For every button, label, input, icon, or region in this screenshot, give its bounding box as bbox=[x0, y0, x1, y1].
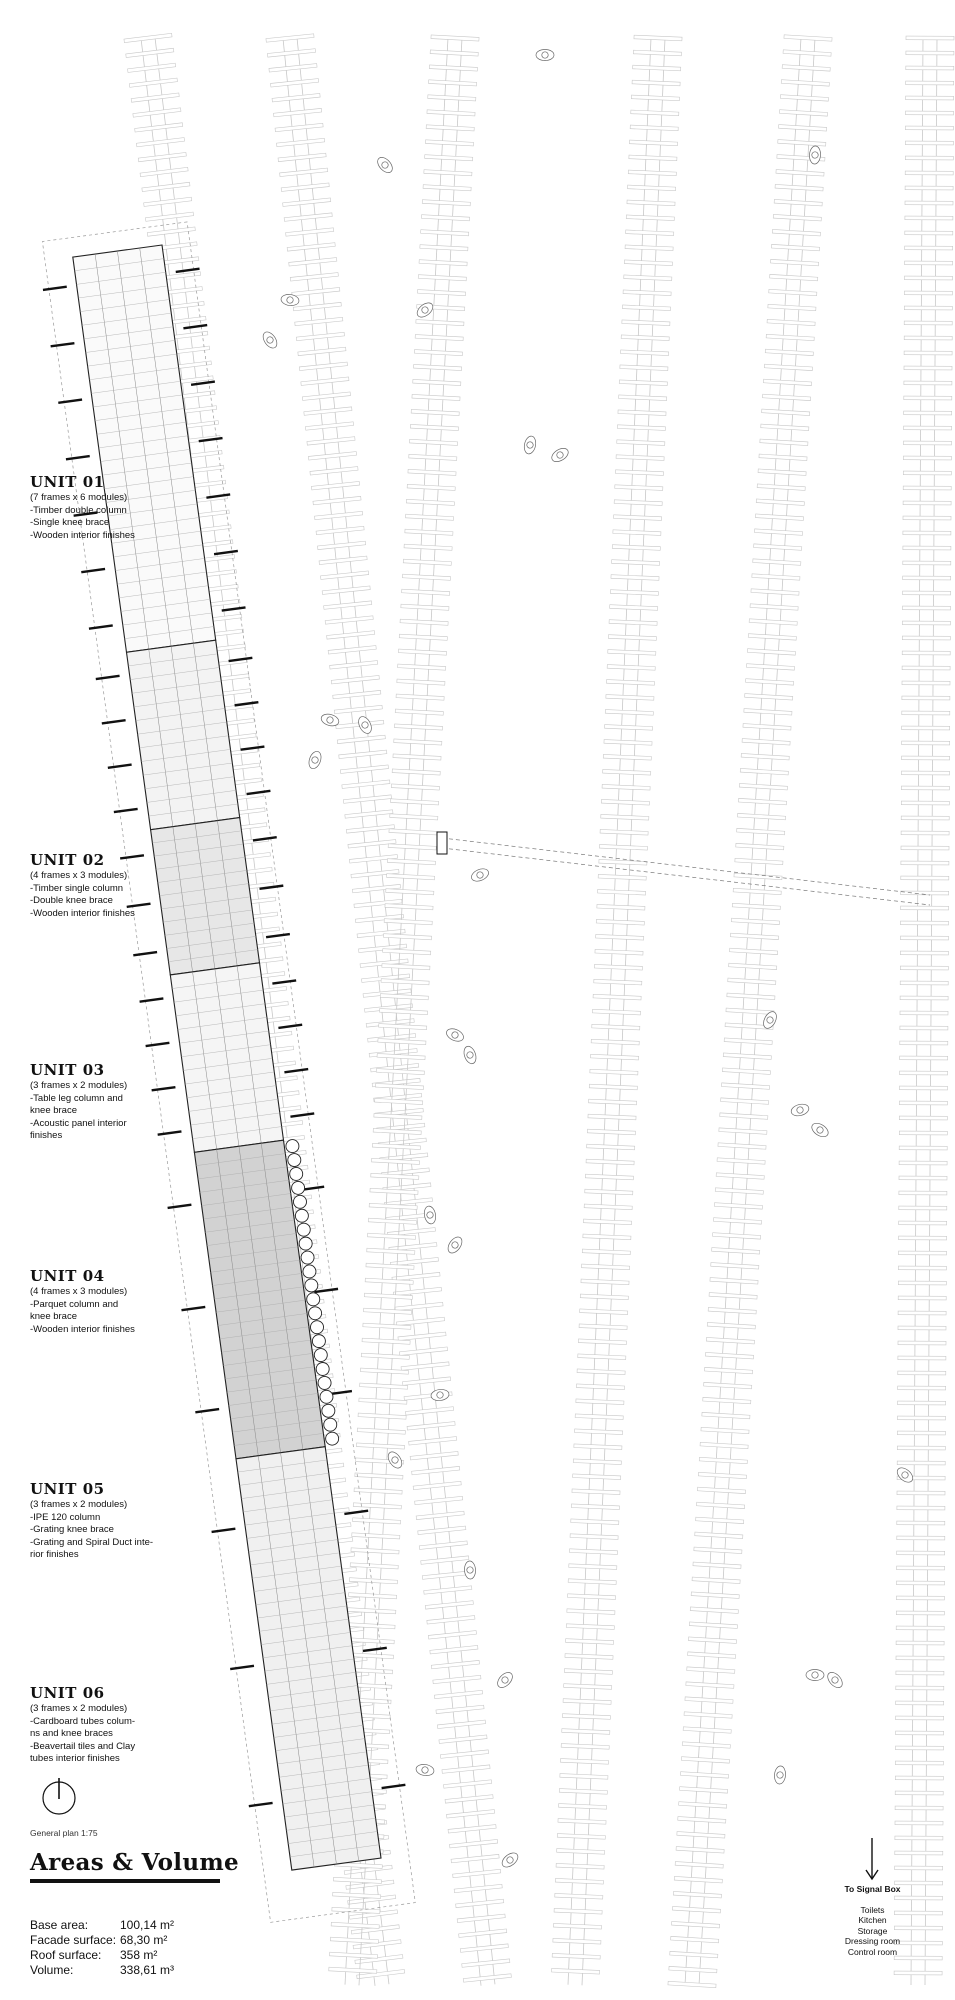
unit-line: (7 frames x 6 modules) bbox=[30, 492, 128, 503]
room-label: Storage bbox=[857, 1925, 888, 1936]
area-value: 68,30 m² bbox=[120, 1933, 168, 1947]
tube-column bbox=[307, 1293, 320, 1306]
tube-column bbox=[309, 1307, 322, 1320]
column-marker bbox=[168, 1205, 192, 1208]
unit-02-description bbox=[30, 852, 185, 920]
service-line bbox=[442, 838, 930, 895]
tube-column bbox=[316, 1362, 329, 1375]
area-value: 358 m² bbox=[120, 1948, 158, 1962]
column-marker bbox=[195, 1409, 219, 1412]
column-marker bbox=[363, 1648, 387, 1651]
title-underline bbox=[30, 1879, 220, 1883]
column-marker bbox=[102, 720, 126, 723]
tube-column bbox=[322, 1404, 335, 1417]
room-label: Kitchen bbox=[858, 1915, 887, 1925]
area-label: Base area: bbox=[30, 1918, 89, 1932]
plan-scale-label: General plan 1:75 bbox=[30, 1828, 98, 1838]
unit-line: -Double knee brace bbox=[30, 895, 113, 906]
area-label: Facade surface: bbox=[30, 1933, 117, 1947]
figure-icon bbox=[809, 1121, 830, 1140]
unit-line: -Wooden interior finishes bbox=[30, 907, 135, 919]
column-marker bbox=[249, 1803, 273, 1806]
area-row bbox=[30, 1918, 174, 1933]
figure-icon bbox=[523, 435, 538, 455]
tube-column bbox=[292, 1181, 305, 1194]
tube-column bbox=[311, 1321, 324, 1334]
unit-line: -Wooden interior finishes bbox=[30, 1323, 135, 1335]
figure-icon bbox=[809, 146, 821, 165]
column-marker bbox=[272, 980, 296, 983]
column-marker bbox=[235, 702, 259, 705]
figure-icon bbox=[423, 1205, 437, 1225]
column-marker bbox=[247, 791, 271, 794]
column-marker bbox=[133, 952, 157, 955]
column-marker bbox=[183, 325, 207, 328]
column-marker bbox=[58, 400, 82, 403]
unit-title: UNIT 05 bbox=[30, 1480, 105, 1498]
figure-icon bbox=[825, 1670, 845, 1691]
unit-title: UNIT 06 bbox=[30, 1684, 105, 1702]
unit-line: (3 frames x 2 modules) bbox=[30, 1703, 128, 1714]
unit-line: tubes interior finishes bbox=[30, 1753, 120, 1764]
railway-track-icon bbox=[552, 35, 683, 1985]
tube-column bbox=[320, 1390, 333, 1403]
column-marker bbox=[181, 1307, 205, 1310]
unit-line: -Cardboard tubes colum- bbox=[30, 1715, 136, 1727]
tube-column bbox=[290, 1167, 303, 1180]
figure-icon bbox=[260, 329, 279, 350]
signal-box-destination: To Signal Box bbox=[844, 1884, 901, 1894]
unit-line: (4 frames x 3 modules) bbox=[30, 1286, 128, 1297]
column-marker bbox=[241, 747, 265, 750]
down-arrow-icon bbox=[866, 1838, 878, 1879]
unit-title: UNIT 04 bbox=[30, 1267, 105, 1285]
tube-column bbox=[326, 1432, 339, 1445]
area-label: Volume: bbox=[30, 1963, 74, 1977]
tube-column bbox=[303, 1265, 316, 1278]
figure-icon bbox=[445, 1234, 464, 1255]
unit-03-description bbox=[30, 1062, 185, 1143]
room-label: Toilets bbox=[860, 1904, 885, 1915]
figure-icon bbox=[790, 1102, 810, 1117]
column-marker bbox=[314, 1289, 338, 1292]
figure-icon bbox=[536, 50, 554, 61]
figure-icon bbox=[415, 1763, 434, 1777]
unit-title: UNIT 01 bbox=[30, 473, 105, 491]
figure-icon bbox=[495, 1670, 515, 1691]
column-marker bbox=[81, 569, 105, 572]
unit-line: finishes bbox=[30, 1130, 63, 1141]
unit-line: (4 frames x 3 modules) bbox=[30, 870, 128, 881]
tube-column bbox=[301, 1251, 314, 1264]
tube-column bbox=[295, 1209, 308, 1222]
column-marker bbox=[253, 837, 277, 840]
column-marker bbox=[43, 287, 67, 290]
figure-icon bbox=[895, 1465, 916, 1485]
area-value: 100,14 m² bbox=[120, 1918, 175, 1932]
column-marker bbox=[66, 456, 90, 459]
tube-column bbox=[314, 1349, 327, 1362]
railway-track-icon bbox=[894, 36, 954, 1985]
column-marker bbox=[222, 607, 246, 610]
tube-column bbox=[318, 1376, 331, 1389]
column-marker bbox=[108, 765, 132, 768]
column-marker bbox=[229, 658, 253, 661]
railway-track-icon bbox=[668, 35, 832, 1988]
column-marker bbox=[140, 998, 164, 1001]
tube-column bbox=[288, 1154, 301, 1167]
unit-line: -Timber double column bbox=[30, 504, 127, 516]
signal-box-marker bbox=[437, 832, 447, 854]
signal-box-note bbox=[830, 1884, 915, 1957]
unit-line: -Grating and Spiral Duct inte- bbox=[30, 1536, 154, 1548]
figure-icon bbox=[375, 155, 395, 176]
tube-column bbox=[324, 1418, 337, 1431]
area-value: 338,61 m³ bbox=[120, 1963, 175, 1977]
unit-line: -Parquet column and bbox=[30, 1298, 119, 1310]
column-marker bbox=[51, 343, 75, 346]
column-marker bbox=[278, 1025, 302, 1028]
tube-column bbox=[297, 1223, 310, 1236]
unit-line: -Acoustic panel interior bbox=[30, 1117, 127, 1129]
tube-column bbox=[286, 1140, 299, 1153]
unit-line: (3 frames x 2 modules) bbox=[30, 1080, 128, 1091]
unit-04-description bbox=[30, 1268, 185, 1336]
figure-icon bbox=[415, 300, 436, 320]
column-marker bbox=[266, 934, 290, 937]
figure-icon bbox=[445, 1026, 466, 1043]
tube-column bbox=[299, 1237, 312, 1250]
unit-06-description bbox=[30, 1685, 185, 1766]
unit-line: -Table leg column and bbox=[30, 1092, 123, 1104]
column-marker bbox=[230, 1666, 254, 1669]
figure-icon bbox=[774, 1766, 787, 1785]
areas-volume-table bbox=[30, 1918, 174, 1978]
area-label: Roof surface: bbox=[30, 1948, 102, 1962]
unit-05-description bbox=[30, 1481, 185, 1562]
area-row bbox=[30, 1963, 174, 1978]
unit-line: ns and knee braces bbox=[30, 1728, 113, 1739]
unit-line: -Beavertail tiles and Clay bbox=[30, 1740, 136, 1752]
column-marker bbox=[212, 1529, 236, 1532]
tube-column bbox=[293, 1195, 306, 1208]
unit-line: -Grating knee brace bbox=[30, 1524, 114, 1535]
unit-line: -Timber single column bbox=[30, 882, 124, 894]
figure-icon bbox=[470, 866, 491, 883]
column-marker bbox=[382, 1785, 406, 1788]
room-label: Control room bbox=[847, 1946, 898, 1957]
unit-line: (3 frames x 2 modules) bbox=[30, 1499, 128, 1510]
column-marker bbox=[214, 551, 238, 554]
column-marker bbox=[290, 1113, 314, 1116]
column-marker bbox=[176, 269, 200, 272]
tube-column bbox=[312, 1335, 325, 1348]
column-marker bbox=[146, 1043, 170, 1046]
figure-icon bbox=[549, 446, 570, 465]
unit-title: UNIT 02 bbox=[30, 851, 105, 869]
figure-icon bbox=[806, 1669, 824, 1680]
room-label: Dressing room bbox=[844, 1936, 901, 1946]
area-row bbox=[30, 1933, 174, 1948]
figure-icon bbox=[430, 1388, 449, 1401]
unit-line: rior finishes bbox=[30, 1549, 79, 1560]
unit-01-description bbox=[30, 474, 185, 542]
unit-line: -Single knee brace bbox=[30, 517, 110, 528]
unit-line: knee brace bbox=[30, 1311, 78, 1322]
column-marker bbox=[114, 809, 138, 812]
column-marker bbox=[89, 625, 113, 628]
column-marker bbox=[96, 676, 120, 679]
figure-icon bbox=[464, 1561, 476, 1580]
unit-line: -IPE 120 column bbox=[30, 1511, 101, 1523]
column-marker bbox=[191, 382, 215, 385]
figure-icon bbox=[307, 750, 323, 771]
areas-volume-title: Areas & Volume bbox=[30, 1849, 239, 1876]
figure-icon bbox=[462, 1045, 478, 1066]
unit-title: UNIT 03 bbox=[30, 1061, 105, 1079]
unit-line: -Wooden interior finishes bbox=[30, 529, 135, 541]
tube-column bbox=[305, 1279, 318, 1292]
unit-line: knee brace bbox=[30, 1105, 78, 1116]
figure-icon bbox=[500, 1850, 521, 1870]
column-marker bbox=[284, 1069, 308, 1072]
area-row bbox=[30, 1948, 174, 1963]
north-arrow-icon bbox=[43, 1778, 75, 1814]
